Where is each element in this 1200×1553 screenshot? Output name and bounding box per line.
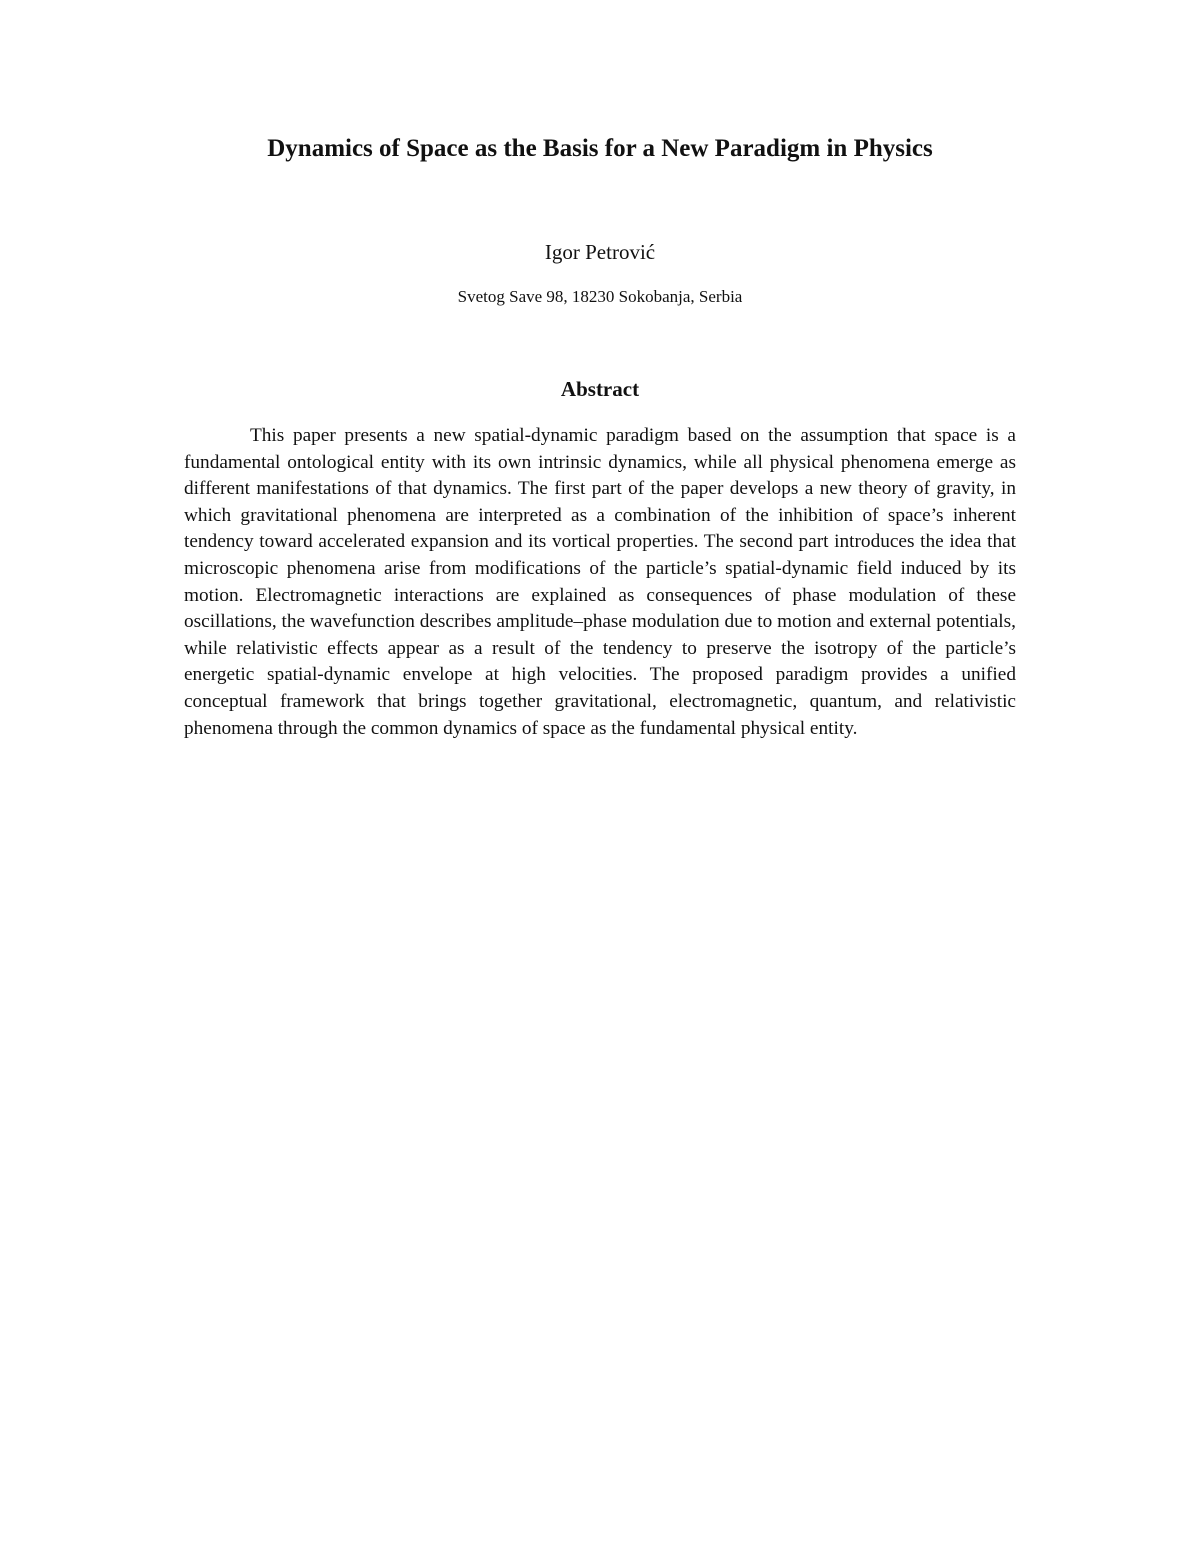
author-affiliation: Svetog Save 98, 18230 Sokobanja, Serbia [457, 287, 743, 306]
paper-title: Dynamics of Space as the Basis for a New Paradigm in Physics [267, 135, 933, 162]
abstract-paragraph: This paper presents a new spatial-dynamic paradigm based on the assumption that space is a fundamental ontological entity with its own intrinsic dynamics, while all physical phenomena emerge as different manifestations of that dynamics. The first part of the paper develops a new theory of gravity, in which gravitational phenomena are interpreted as a combination of the inhibition of space’s inherent tendency toward accelerated expansion and its vortical properties. The second part introduces the idea that microscopic phenomena arise from modifications of the particle’s spatial-dynamic field induced by its motion. Electromagnetic interactions are explained as consequences of phase modulation of these oscillations, the wavefunction describes amplitude–phase modulation due to motion and external potentials, while relativistic effects appear as a result of the tendency to preserve the isotropy of the particle’s energetic spatial-dynamic envelope at high velocities. The proposed paradigm provides a unified conceptual framework that brings together gravitational, electromagnetic, quantum, and relativistic phenomena through the common dynamics of space as the fundamental physical entity. [184, 425, 1016, 739]
author-name: Igor Petrović [544, 240, 656, 264]
abstract-heading: Abstract [560, 377, 640, 401]
